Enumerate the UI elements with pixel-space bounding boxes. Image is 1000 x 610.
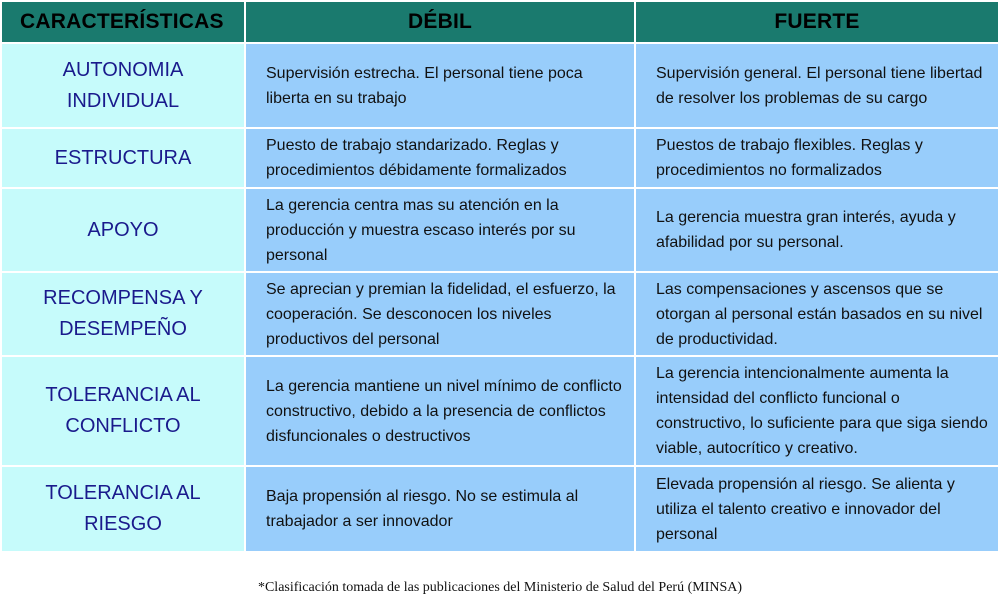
category-cell [1,43,245,128]
debil-cell: Supervisión estrecha. El personal tiene poca liberta en su trabajo [245,43,635,128]
fuerte-cell: Elevada propensión al riesgo. Se alienta y utiliza el talento creativo e innovador del personal [635,466,999,552]
category-label-line: CONFLICTO [65,415,181,437]
table-row-tolerancia-riesgo [1,466,999,552]
category-label-line: DESEMPEÑO [59,318,187,340]
fuerte-cell: Supervisión general. El personal tiene libertad de resolver los problemas de su cargo [635,43,999,128]
table-row-estructura [1,128,999,188]
source-footnote: *Clasificación tomada de las publicaciones del Ministerio de Salud del Perú (MINSA) [257,580,743,595]
header-fuerte: FUERTE [635,1,999,43]
category-cell [1,128,245,188]
category-label-line: ESTRUCTURA [54,146,192,169]
table-row-apoyo [1,188,999,272]
category-cell [1,356,245,466]
category-label-line: TOLERANCIA AL [45,384,201,406]
fuerte-cell: Puestos de trabajo flexibles. Reglas y procedimientos no formalizados [635,128,999,188]
table-row-recompensa [1,272,999,356]
debil-cell: La gerencia centra mas su atención en la producción y muestra escaso interés por su personal [245,188,635,272]
table-row-tolerancia-conflicto [1,356,999,466]
category-cell [1,272,245,356]
fuerte-cell: Las compensaciones y ascensos que se otorgan al personal están basados en su nivel de productividad. [635,272,999,356]
category-label-line: TOLERANCIA AL [45,482,201,504]
category-cell [1,466,245,552]
table-header-row [1,1,999,43]
category-label-line: INDIVIDUAL [66,89,180,112]
category-cell [1,188,245,272]
category-label-line: AUTONOMIA [62,58,184,81]
category-label-line: RIESGO [84,513,162,535]
debil-cell: Se aprecian y premian la fidelidad, el esfuerzo, la cooperación. Se desconocen los niveles productivos del personal [245,272,635,356]
category-label-line: RECOMPENSA Y [43,287,203,309]
fuerte-cell: La gerencia intencionalmente aumenta la intensidad del conflicto funcional o constructivo, lo suficiente para que siga siendo viable, autocrítico y creativo. [635,356,999,466]
debil-cell: Baja propensión al riesgo. No se estimula al trabajador a ser innovador [245,466,635,552]
header-debil: DÉBIL [245,1,635,43]
header-caracteristicas: CARACTERÍSTICAS [1,1,245,43]
category-label-line: APOYO [87,218,159,241]
debil-cell: Puesto de trabajo standarizado. Reglas y procedimientos débidamente formalizados [245,128,635,188]
table-row-autonomia [1,43,999,128]
debil-cell: La gerencia mantiene un nivel mínimo de conflicto constructivo, debido a la presencia de conflictos disfuncionales o destructivos [245,356,635,466]
fuerte-cell: La gerencia muestra gran interés, ayuda y afabilidad por su personal. [635,188,999,272]
